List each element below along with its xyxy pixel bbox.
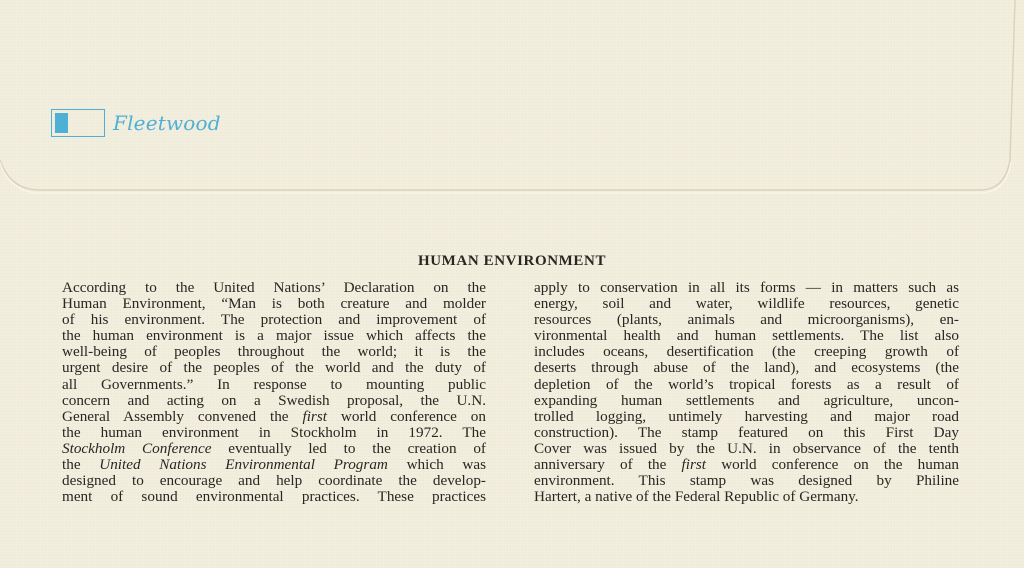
article-text: vironmental health and human settlements. The list also (534, 327, 959, 345)
article-text: Hartert, a native of the Federal Republic of Germany. (534, 488, 859, 506)
article-line (62, 377, 486, 393)
article-text: ment of sound environmental practices. These practices (62, 488, 486, 506)
article-line (534, 377, 959, 393)
article-text: world conference on (326, 407, 486, 425)
article-text: Cover was issued by the U.N. in observance of the tenth (534, 439, 959, 457)
article-column-right (534, 280, 959, 505)
article-line (62, 409, 486, 425)
article-text: resources (plants, animals and microorganisms), en- (534, 311, 959, 329)
article-text: depletion of the world’s tropical forests as a result of (534, 375, 959, 393)
article-text: urgent desire of the peoples of the world and the duty of (62, 359, 486, 377)
article-text: deserts through abuse of the land), and ecosystems (the (534, 359, 959, 377)
logo-wordmark: Fleetwood (113, 111, 221, 135)
article-line (62, 457, 486, 473)
article-text: all Governments.” In response to mounting public (62, 375, 486, 393)
article-emphasis: first (681, 456, 707, 474)
article-text: concern and acting on a Swedish proposal, the U.N. (62, 391, 486, 409)
article-line (534, 409, 959, 425)
article-emphasis: first (302, 407, 327, 425)
article-line (534, 280, 959, 296)
article-text: includes oceans, desertification (the creeping growth of (534, 343, 959, 361)
article-text: anniversary of the (534, 456, 682, 474)
article-text: eventually led to the creation of (211, 439, 486, 457)
article-text: which was (387, 456, 486, 474)
article-line (534, 312, 959, 328)
article-text: the human environment is a major issue which affects the (62, 327, 486, 345)
article-text: of his environment. The protection and improvement of (62, 311, 486, 329)
article-text: environment. This stamp was designed by Philine (534, 472, 959, 490)
envelope-flap-edge (0, 0, 1024, 200)
article-line (62, 280, 486, 296)
article-line (62, 393, 486, 409)
article-line (62, 312, 486, 328)
article-text: construction). The stamp featured on this First Day (534, 423, 959, 441)
article-line (534, 457, 959, 473)
article-line (534, 393, 959, 409)
brand-logo (51, 108, 221, 138)
article-line (62, 425, 486, 441)
article-text: expanding human settlements and agriculture, uncon- (534, 391, 959, 409)
article-text: trolled logging, untimely harvesting and major road (534, 407, 959, 425)
article-text: apply to conservation in all its forms — in matters such as (534, 279, 959, 296)
article-line (62, 296, 486, 312)
article-text: According to the United Nations’ Declaration on the (62, 279, 486, 296)
article-text: well-being of peoples throughout the world; it is the (62, 343, 486, 361)
article-text: world conference on the human (706, 456, 959, 474)
article-line (534, 441, 959, 457)
article-title: HUMAN ENVIRONMENT (417, 253, 607, 269)
article-line (62, 328, 486, 344)
article-line (62, 489, 486, 505)
article-emphasis: United Nations Environmental Program (99, 456, 388, 474)
article-text: General Assembly convened the (62, 407, 303, 425)
article-column-left (62, 280, 486, 505)
article-line (62, 473, 486, 489)
article-text: energy, soil and water, wildlife resources, genetic (534, 295, 959, 313)
article-text: the human environment in Stockholm in 1972. The (62, 423, 486, 441)
article-line (534, 328, 959, 344)
logo-box-fill (55, 113, 68, 133)
article-line (534, 296, 959, 312)
article-line (534, 360, 959, 376)
article-emphasis: Stockholm Conference (62, 439, 212, 457)
article-line (62, 441, 486, 457)
article-text: the (62, 456, 100, 474)
article-line (534, 489, 959, 505)
article-text: designed to encourage and help coordinate the develop- (62, 472, 486, 490)
article-line (534, 473, 959, 489)
article-text: Human Environment, “Man is both creature and molder (62, 295, 486, 313)
article-line (534, 344, 959, 360)
article-line (534, 425, 959, 441)
logo-box-icon (51, 109, 105, 137)
article-line (62, 360, 486, 376)
article-line (62, 344, 486, 360)
